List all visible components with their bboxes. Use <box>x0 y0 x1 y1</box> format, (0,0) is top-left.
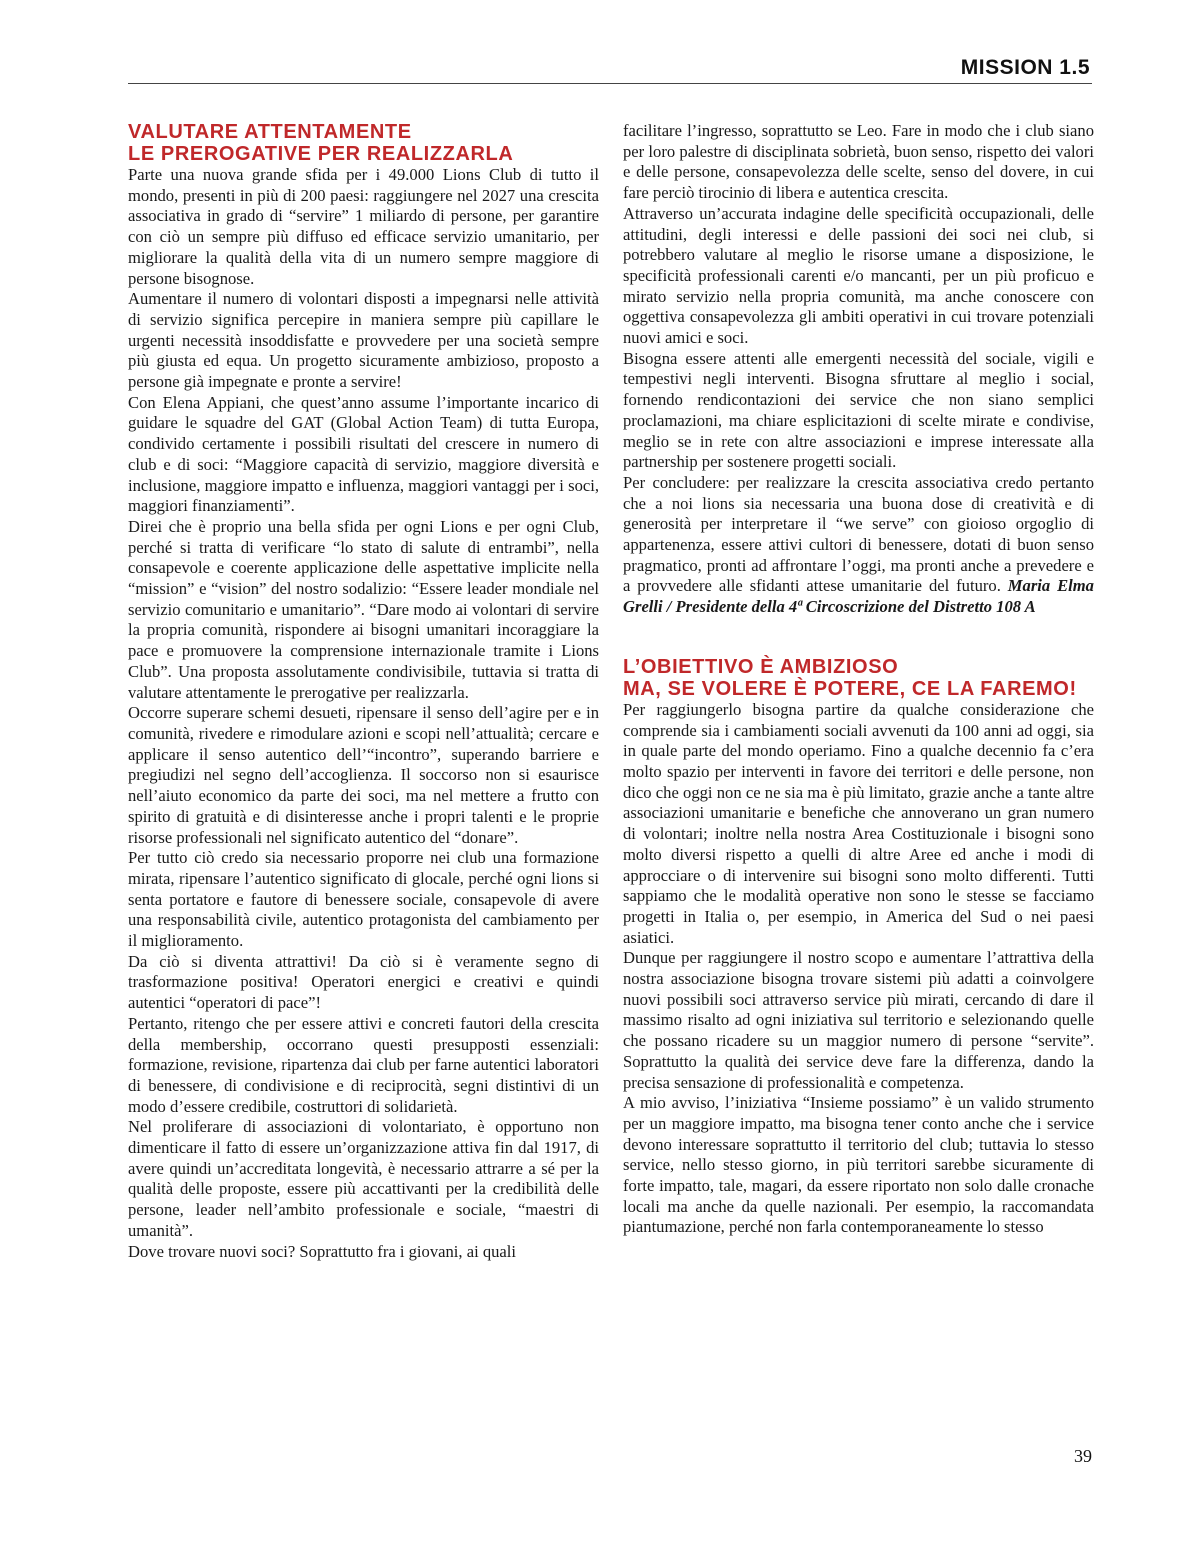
body-paragraph: Attraverso un’accurata indagine delle specificità occupazionali, delle attitudini, degli interessi e delle passioni dei soci nei club, si potrebbero valutare al meglio le risorse umane a disposizione, le specificità professionali carenti e/o mancanti, per un più proficuo e mirato servizio nella propria comunità, ma anche conoscere con oggettiva consapevolezza gli ambiti operativi in cui trovare potenziali nuovi amici e soci. <box>623 203 1094 348</box>
body-paragraph: Dove trovare nuovi soci? Soprattutto fra i giovani, ai quali <box>128 1241 517 1261</box>
header-divider <box>128 83 1092 84</box>
body-paragraph: Bisogna essere attenti alle emergenti necessità del sociale, vigili e tempestivi negli interventi. Bisogna sfruttare al meglio i social, fornendo rendicontazioni dei service che non siano semplici proclamazioni, ma chiare esplicitazioni di scelte mirate e condivise, meglio se in rete con altre associazioni e imprese interessate alla partnership per sostenere progetti sociali. <box>623 348 1094 472</box>
body-paragraph: Da ciò si diventa attrattivi! Da ciò si è veramente segno di trasformazione positiva! Operatori energici e creativi e quindi autentici “operatori di pace”! <box>128 951 599 1013</box>
section-spacer <box>623 618 1094 656</box>
body-paragraph: Con Elena Appiani, che quest’anno assume l’importante incarico di guidare le squadre del GAT (Global Action Team) di tutta Europa, condivido certamente i possibili risultati del crescere in numero di club e di soci: “Maggiore capacità di servizio, maggiore diversità e inclusione, maggiore impatto e influenza, maggiori vantaggi per i soci, maggiori finanziamenti”. <box>128 392 599 516</box>
section1-heading-line: VALUTARE ATTENTAMENTE <box>128 121 412 143</box>
body-paragraph: Pertanto, ritengo che per essere attivi e concreti fautori della crescita della membership, occorrano questi presupposti essenziali: formazione, revisione, ripartenza dai club per farne autentici laboratori di benessere, di condivisione e di reciprocità, segni distintivi di un modo d’essere credibile, costruttori di solidarietà. <box>128 1013 599 1116</box>
section1-heading-line: LE PREROGATIVE PER REALIZZARLA <box>128 143 514 165</box>
section2-heading-line: L’OBIETTIVO È AMBIZIOSO <box>623 655 899 678</box>
body-paragraph: Per raggiungerlo bisogna partire da qualche considerazione che comprende sia i cambiamenti sociali avvenuti da 100 anni ad oggi, sia in quale parte del mondo operiamo. Fino a qualche decennio fa c’era molto spazio per interventi in favore dei territori e delle persone, non dico che oggi non ce ne sia ma è più limitato, grazie anche a tante altre associazioni umanitarie e benefiche che annoverano un gran numero di volontari; inoltre nella nostra Area Costituzionale i bisogni sono molto diversi rispetto a quelli di altre Aree ed anche i modi di approcciare o di intervenire sui bisogni sono molto differenti. Tutti sappiamo che le modalità operative non sono le stesse se facciamo progetti in Italia o, per esempio, in America del Sud o nei paesi asiatici. <box>623 699 1094 947</box>
section2-heading-line: MA, SE VOLERE È POTERE, CE LA FAREMO! <box>623 677 1077 700</box>
page-number: 39 <box>1074 1446 1092 1466</box>
magazine-section-label: MISSION 1.5 <box>960 56 1090 79</box>
closing-paragraph <box>623 473 1094 618</box>
body-paragraph: Direi che è proprio una bella sfida per ogni Lions e per ogni Club, perché si tratta di verificare “lo stato di salute di entrambi”, nella consapevole e coerente applicazione delle aspettative implicite nella “mission” e “vision” del nostro sodalizio: “Essere leader mondiale nel servizio comunitario e umanitario”. “Dare modo ai volontari di servire la propria comunità, rispondere ai bisogni umanitari incoraggiare la pace e promuovere la comprensione internazionale tramite i Lions Club”. Una proposta assolutamente condivisibile, tuttavia si tratta di valutare attentamente le prerogative per realizzarla. <box>128 516 599 702</box>
right-column <box>623 121 1094 1238</box>
body-paragraph: Per tutto ciò credo sia necessario proporre nei club una formazione mirata, ripensare l’autentico significato di glocale, perché ogni lions si senta portatore e fautore di benessere sociale, consapevole di avere una responsabilità civile, autentico protagonista del cambiamento per il miglioramento. <box>128 848 599 951</box>
body-paragraph: Nel proliferare di associazioni di volontariato, è opportuno non dimenticare il fatto di essere un’organizzazione attiva fin dal 1917, di avere quindi un’accreditata longevità, è necessario attrarre a sé per la qualità delle proposte, essere più accattivanti per la credibilità delle persone, leader nell’ambito professionale e sociale, “maestri di umanità”. <box>128 1117 599 1240</box>
section1-heading <box>128 121 599 165</box>
body-paragraph: A mio avviso, l’iniziativa “Insieme possiamo” è un valido strumento per un maggiore impatto, ma bisogna tener conto anche che i service devono interessare soprattutto il territorio del club; tuttavia lo stesso service, nello stesso giorno, in più territori sarebbe sicuramente di forte impatto, tale, magari, da essere riportato non solo dalle cronache locali ma anche da quelle nazionali. Per esempio, la raccomandata piantumazione, perché non farla contemporaneamente lo stesso <box>623 1093 1094 1237</box>
closing-text: Per concludere: per realizzare la crescita associativa credo pertanto che a noi lions sia necessaria una buona dose di creatività e di generosità per interpretare il “we serve” con gioioso orgoglio di appartenenza, essere attivi cultori di benessere, dotati di buon senso pragmatico, pronti ad affrontare l’oggi, ma pronti anche a prevedere e a provvedere alle sfidanti attese umanitarie del futuro. <box>623 472 1094 596</box>
author-signature: Maria Elma Grelli / Presidente della 4ª Circoscrizione del Distretto 108 A <box>623 576 1094 617</box>
body-paragraph: Aumentare il numero di volontari disposti a impegnarsi nelle attività di servizio significa percepire in maniera sempre più capillare le urgenti necessità insoddisfatte e provvedere per una società sempre più giusta ed equa. Un progetto sicuramente ambizioso, proposto a persone già impegnate e pronte a servire! <box>128 289 599 392</box>
body-paragraph: facilitare l’ingresso, soprattutto se Leo. Fare in modo che i club siano per loro palestre di disciplinata sobrietà, buon senso, rispetto dei valori e delle persone, consapevolezza delle scelte, senso del dovere, in cui fare perciò tirocinio di libera e autentica crescita. <box>623 121 1094 203</box>
body-paragraph: Parte una nuova grande sfida per i 49.000 Lions Club di tutto il mondo, presenti in più di 200 paesi: raggiungere nel 2027 una crescita associativa in grado di “servire” 1 miliardo di persone, per garantire con ciò un sempre più diffuso ed efficace servizio umanitario, per migliorare la qualità della vita di un numero sempre maggiore di persone bisognose. <box>128 165 599 288</box>
body-paragraph: Occorre superare schemi desueti, ripensare il senso dell’agire per e in comunità, rivedere e rimodulare azioni e scopi nell’attualità; cercare e applicare il senso autentico dell’“incontro”, superando barriere e pregiudizi nel segno dell’accoglienza. Il soccorso non si esaurisce nell’aiuto economico da parte dei soci, ma nel mettere a frutto con spirito di gratuità e di disinteresse anche i propri talenti e le proprie risorse professionali nel significato autentico del “donare”. <box>128 703 599 847</box>
left-column <box>128 121 599 1262</box>
body-paragraph: Dunque per raggiungere il nostro scopo e aumentare l’attrattiva della nostra associazione bisogna trovare sistemi più adatti a coinvolgere nuovi possibili soci attraverso service più mirati, cercando di dare il massimo risalto ad ogni iniziativa sul territorio e selezionando quelle che possano ricadere su un maggior numero di persone “servite”. Soprattutto la qualità dei service deve fare la differenza, dando la precisa sensazione di professionalità e competenza. <box>623 948 1094 1092</box>
section2-heading <box>623 656 1094 700</box>
